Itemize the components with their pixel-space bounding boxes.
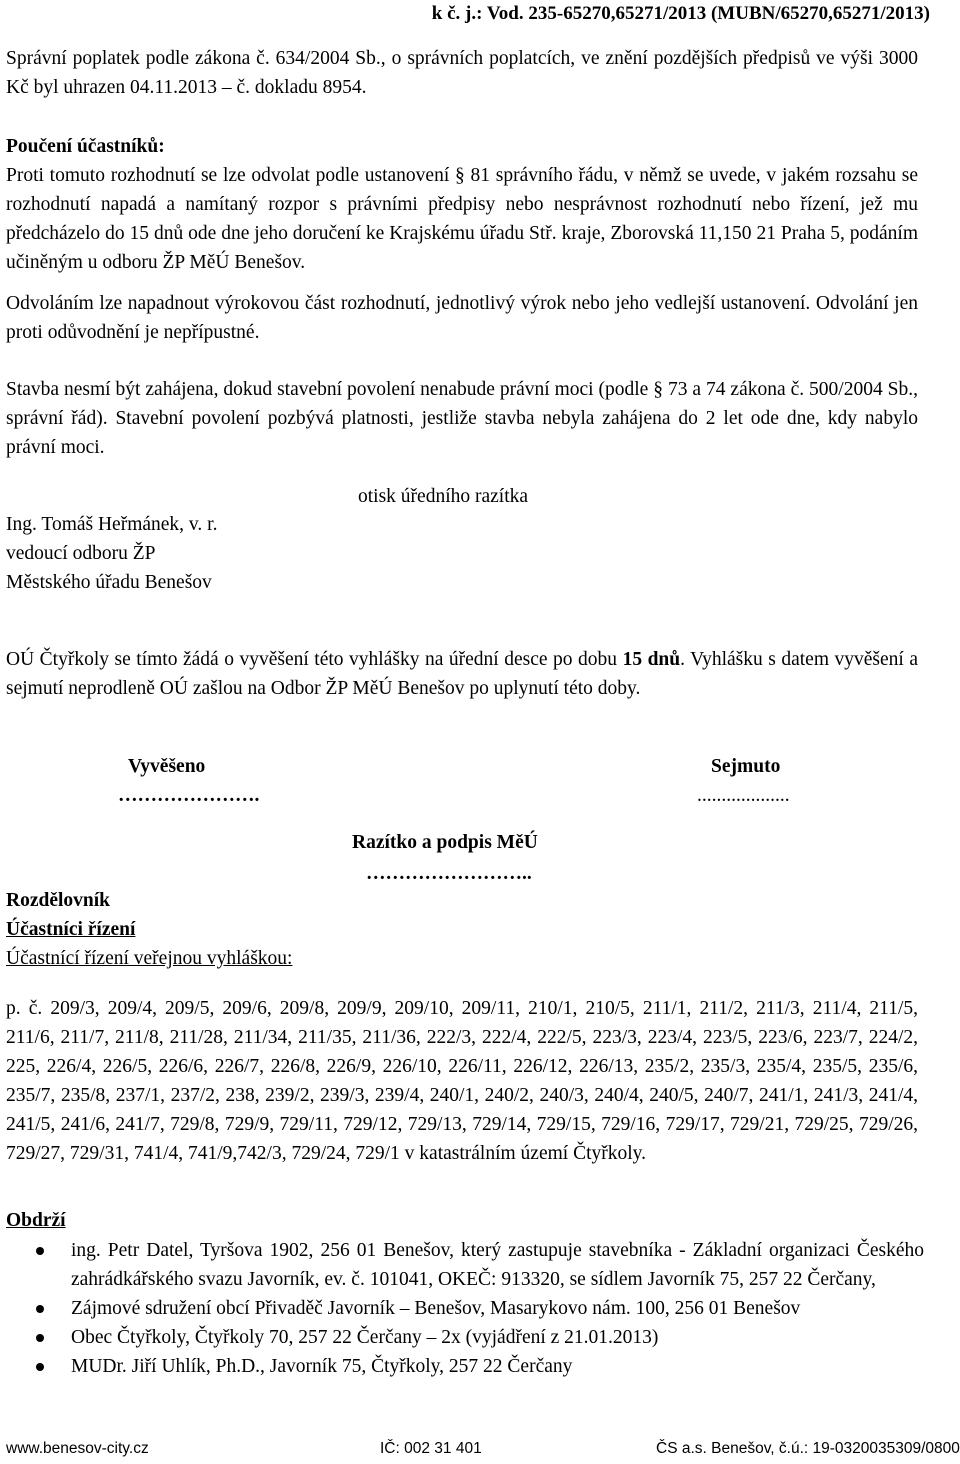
- parcels-paragraph: p. č. 209/3, 209/4, 209/5, 209/6, 209/8, 209/9, 209/10, 209/11, 210/1, 210/5, 211/1, 211/2, 211/3, 211/4, 211/5, 211/6, 211/7, 211/8, 211/28, 211/34, 211/35, 211/36, 222/3, 222/4, 222/5, 223/3, 223/4, 223/5, 223/6, 223/7, 224/2, 225, 226/4, 226/5, 226/6, 226/7, 226/8, 226/9, 226/10, 226/11, 226/12, 226/13, 235/2, 235/3, 235/4, 235/5, 235/6, 235/7, 235/8, 237/1, 237/2, 238, 239/2, 239/3, 239/4, 240/1, 240/2, 240/3, 240/4, 240/5, 240/7, 241/1, 241/3, 241/4, 241/5, 241/6, 241/7, 729/8, 729/9, 729/11, 729/12, 729/13, 729/14, 729/15, 729/16, 729/17, 729/21, 729/25, 729/26, 729/27, 729/31, 741/4, 741/9,742/3, 729/24, 729/1 v katastrálním území Čtyřkoly.: [6, 998, 918, 1164]
- recipient-text: ing. Petr Datel, Tyršova 1902, 256 01 Benešov, který zastupuje stavebníka - Základní organizaci Českého zahrádkářského svazu Javorník, ev. č. 101041, OKEČ: 913320, se sídlem Javorník 75, 257 22 Čerčany,: [71, 1240, 924, 1290]
- bullet-icon: [36, 1305, 44, 1313]
- case-reference: k č. j.: Vod. 235-65270,65271/2013 (MUBN/65270,65271/2013): [431, 3, 930, 24]
- posted-date-placeholder: ………………….: [118, 785, 260, 806]
- posting-request-paragraph: [6, 645, 918, 703]
- distribution-heading: Rozdělovník: [6, 890, 111, 911]
- list-item: [0, 1294, 924, 1323]
- list-item: [0, 1236, 924, 1294]
- list-item: [0, 1323, 924, 1352]
- bullet-icon: [36, 1334, 44, 1342]
- bullet-icon: [36, 1247, 44, 1255]
- distribution-block: [6, 886, 292, 973]
- appeal-scope-paragraph: Odvoláním lze napadnout výrokovou část rozhodnutí, jednotlivý výrok nebo jeho vedlejší ustanovení. Odvolání jen proti odůvodnění je nepřípustné.: [6, 293, 918, 343]
- footer-company-id: IČ: 002 31 401: [380, 1440, 482, 1457]
- signer-role: vedoucí odboru ŽP: [6, 543, 156, 564]
- construction-note-paragraph: Stavba nesmí být zahájena, dokud stavební povolení nenabude právní moci (podle § 73 a 74 zákona č. 500/2004 Sb., správní řád). Stavební povolení pozbývá platnosti, jestliže stavba nebyla zahájena do 2 let ode dne, kdy nabylo právní moci.: [6, 379, 918, 458]
- recipients-heading: Obdrží: [6, 1210, 66, 1231]
- posting-request-part2: . Vyhlášku s datem vyvěšení a sejmutí neprodleně OÚ zašlou na Odbor ŽP MěÚ Benešov po uplynutí této doby.: [6, 649, 919, 699]
- bullet-icon: [36, 1363, 44, 1371]
- recipient-text: MUDr. Jiří Uhlík, Ph.D., Javorník 75, Čtyřkoly, 257 22 Čerčany: [71, 1356, 573, 1377]
- recipients-list: [0, 1236, 924, 1381]
- removed-label: Sejmuto: [711, 756, 781, 777]
- removed-date-placeholder: ...................: [697, 785, 790, 806]
- distribution-participants: Účastníci řízení: [6, 919, 136, 940]
- footer-website: www.benesov-city.cz: [6, 1440, 149, 1457]
- signer-name: Ing. Tomáš Heřmánek, v. r.: [6, 514, 218, 535]
- posted-label: Vyvěšeno: [128, 756, 206, 777]
- posting-request-part1: OÚ Čtyřkoly se tímto žádá o vyvěšení této vyhlášky na úřední desce po dobu: [6, 649, 623, 670]
- instruction-heading: Poučení účastníků:: [6, 136, 165, 157]
- distribution-public-notice: Účastnící řízení veřejnou vyhláškou:: [6, 948, 293, 969]
- posting-days: 15 dnů: [622, 649, 681, 670]
- stamp-signature-label: Razítko a podpis MěÚ: [352, 832, 538, 853]
- instruction-text: Proti tomuto rozhodnutí se lze odvolat podle ustanovení § 81 správního řádu, v němž se uvede, v jakém rozsahu se rozhodnutí napadá a namítaný rozpor s právními předpisy nebo nesprávnost rozhodnutí nebo řízení, jež mu předcházelo do 15 dnů ode dne jeho doručení ke Krajskému úřadu Stř. kraje, Zborovská 11,150 21 Praha 5, podáním učiněným u odboru ŽP MěÚ Benešov.: [6, 165, 918, 273]
- list-item: [0, 1352, 924, 1381]
- footer-bank-account: ČS a.s. Benešov, č.ú.: 19-0320035309/0800: [656, 1440, 960, 1457]
- fee-paragraph: Správní poplatek podle zákona č. 634/2004 Sb., o správních poplatcích, ve znění pozdějších předpisů ve výši 3000 Kč byl uhrazen 04.11.2013 – č. dokladu 8954.: [6, 48, 918, 98]
- official-stamp-label: otisk úředního razítka: [358, 486, 529, 507]
- signer-block: [6, 510, 217, 597]
- recipient-text: Zájmové sdružení obcí Přivaděč Javorník – Benešov, Masarykovo nám. 100, 256 01 Benešov: [71, 1298, 801, 1319]
- signer-office: Městského úřadu Benešov: [6, 572, 212, 593]
- instruction-section: [6, 132, 918, 277]
- stamp-signature-placeholder: ……………………..: [366, 863, 532, 884]
- recipient-text: Obec Čtyřkoly, Čtyřkoly 70, 257 22 Čerčany – 2x (vyjádření z 21.01.2013): [71, 1327, 659, 1348]
